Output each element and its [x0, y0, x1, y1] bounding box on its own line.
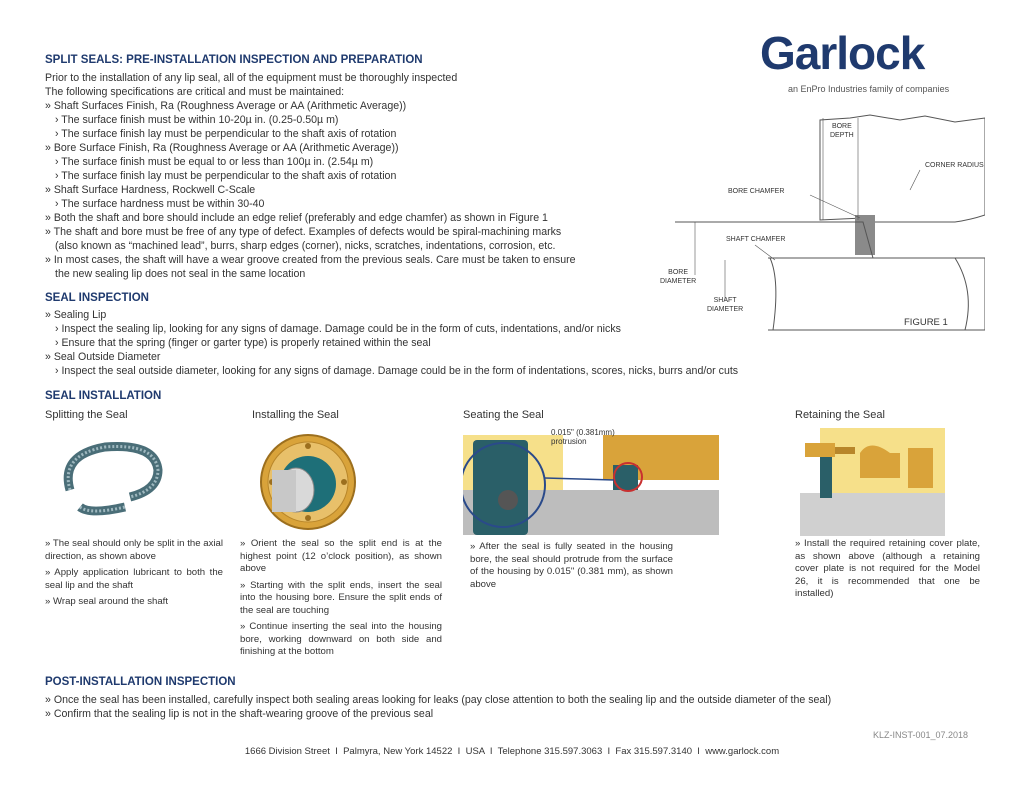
spec-hardness-range: › The surface hardness must be within 30-40 [55, 198, 265, 210]
bore-diameter-label: BORE DIAMETER [660, 269, 697, 285]
shaft-chamfer-label: SHAFT CHAMFER [726, 236, 786, 243]
bore-chamfer-label: BORE CHAMFER [728, 188, 785, 195]
spec-shaft-finish-range: › The surface finish must be within 10-20µ in. (0.25-0.50µ m) [55, 114, 339, 126]
retaining-seal-image [800, 428, 945, 536]
pre-install-intro: Prior to the installation of any lip seal, all of the equipment must be thoroughly inspected [45, 72, 458, 84]
spec-shaft-finish: » Shaft Surfaces Finish, Ra (Roughness Average or AA (Arithmetic Average)) [45, 100, 407, 112]
col3-list [470, 541, 673, 591]
col1-heading: Splitting the Seal [45, 409, 128, 421]
spec-bore-finish: » Bore Surface Finish, Ra (Roughness Average or AA (Arithmetic Average)) [45, 142, 399, 154]
protrusion-callout: 0.015" (0.381mm) protrusion [551, 428, 615, 446]
seal-installation-title: SEAL INSTALLATION [45, 390, 162, 402]
col2-list [240, 538, 442, 659]
bore-shade [855, 215, 875, 255]
col1-list [45, 538, 223, 609]
col4-list [795, 538, 980, 601]
sealing-lip-inspect: › Inspect the sealing lip, looking for any signs of damage. Damage could be in the form of cuts, indentations, and/or nicks [55, 323, 621, 335]
doc-code: KLZ-INST-001_07.2018 [873, 730, 969, 740]
corner-radius-label: CORNER RADIUS [925, 162, 984, 169]
post-install-leaks: » Once the seal has been installed, carefully inspect both sealing areas looking for leaks (pay close attention to both the sealing lip and the outside diameter of the seal) [45, 694, 832, 706]
spec-defects: » The shaft and bore must be free of any type of defect. Examples of defects would be spiral-machining marks [45, 226, 562, 238]
spec-defects-2: (also known as “machined lead”, burrs, sharp edges (corner), nicks, scratches, indentations, corrosion, etc. [55, 240, 556, 252]
bore-depth-label: BORE DEPTH [830, 123, 854, 139]
col2-heading: Installing the Seal [252, 409, 339, 421]
figure-1-diagram [655, 110, 985, 335]
sealing-lip-item: » Sealing Lip [45, 309, 107, 321]
shaft-diameter-label: SHAFT DIAMETER [707, 297, 744, 313]
company-tagline: an EnPro Industries family of companies [788, 84, 950, 94]
seal-od-item: » Seal Outside Diameter [45, 351, 161, 363]
col3-heading: Seating the Seal [463, 409, 544, 421]
footer-address: 1666 Division Street I Palmyra, New York 14522 I USA I Telephone 315.597.3063 I Fax 315.597.3140 I www.garlock.com [244, 746, 780, 757]
list-item: » Install the required retaining cover plate, as shown above (although a retaining cover plate is not required for the Model 26, it is recommended that one be installed) [795, 538, 980, 599]
list-item: » Wrap seal around the shaft [45, 596, 169, 607]
figure-1-caption: FIGURE 1 [904, 317, 948, 328]
list-item: » Apply application lubricant to both the seal lip and the shaft [45, 567, 223, 591]
list-item: » Continue inserting the seal into the housing bore, working downward on both side and finishing at the bottom [240, 621, 442, 657]
pre-install-title: SPLIT SEALS: PRE-INSTALLATION INSPECTION AND PREPARATION [45, 54, 423, 66]
list-item: » Orient the seal so the split end is at the highest point (12 o’clock position), as shown above [240, 538, 442, 574]
spec-edge-relief: » Both the shaft and bore should include an edge relief (preferably and edge chamfer) as shown in Figure 1 [45, 212, 548, 224]
spec-wear-groove: » In most cases, the shaft will have a wear groove created from the previous seals. Care must be taken to ensure [45, 254, 576, 266]
spec-bore-finish-range: › The surface finish must be equal to or less than 100µ in. (2.54µ m) [55, 156, 374, 168]
split-seal-image [50, 435, 170, 525]
pre-install-intro-2: The following specifications are critical and must be maintained: [45, 86, 345, 98]
shaft-outline [675, 222, 985, 258]
post-install-title: POST-INSTALLATION INSPECTION [45, 676, 236, 688]
list-item: » The seal should only be split in the axial direction, as shown above [45, 538, 223, 562]
installing-seal-image [258, 432, 358, 532]
list-item: » After the seal is fully seated in the housing bore, the seal should protrude from the surface of the housing by 0.015" (0.381 mm), as shown above [470, 541, 673, 590]
spec-bore-finish-lay: › The surface finish lay must be perpendicular to the shaft axis of rotation [55, 170, 397, 182]
spec-wear-groove-2: the new sealing lip does not seal in the same location [55, 268, 306, 280]
spec-shaft-finish-lay: › The surface finish lay must be perpendicular to the shaft axis of rotation [55, 128, 397, 140]
list-item: » Starting with the split ends, insert the seal into the housing bore. Ensure the split ends of the seal are touching [240, 579, 442, 616]
col4-heading: Retaining the Seal [795, 409, 885, 421]
seal-od-inspect: › Inspect the seal outside diameter, looking for any signs of damage. Damage could be in the form of indentations, scores, nicks, burrs and/or cuts [55, 365, 739, 377]
seal-inspection-title: SEAL INSPECTION [45, 292, 149, 304]
post-install-groove: » Confirm that the sealing lip is not in the shaft-wearing groove of the previous seal [45, 708, 434, 720]
sealing-lip-spring: › Ensure that the spring (finger or garter type) is properly retained within the seal [55, 337, 431, 349]
spec-hardness: » Shaft Surface Hardness, Rockwell C-Scale [45, 184, 256, 196]
garlock-logo: Garlock [760, 27, 925, 79]
